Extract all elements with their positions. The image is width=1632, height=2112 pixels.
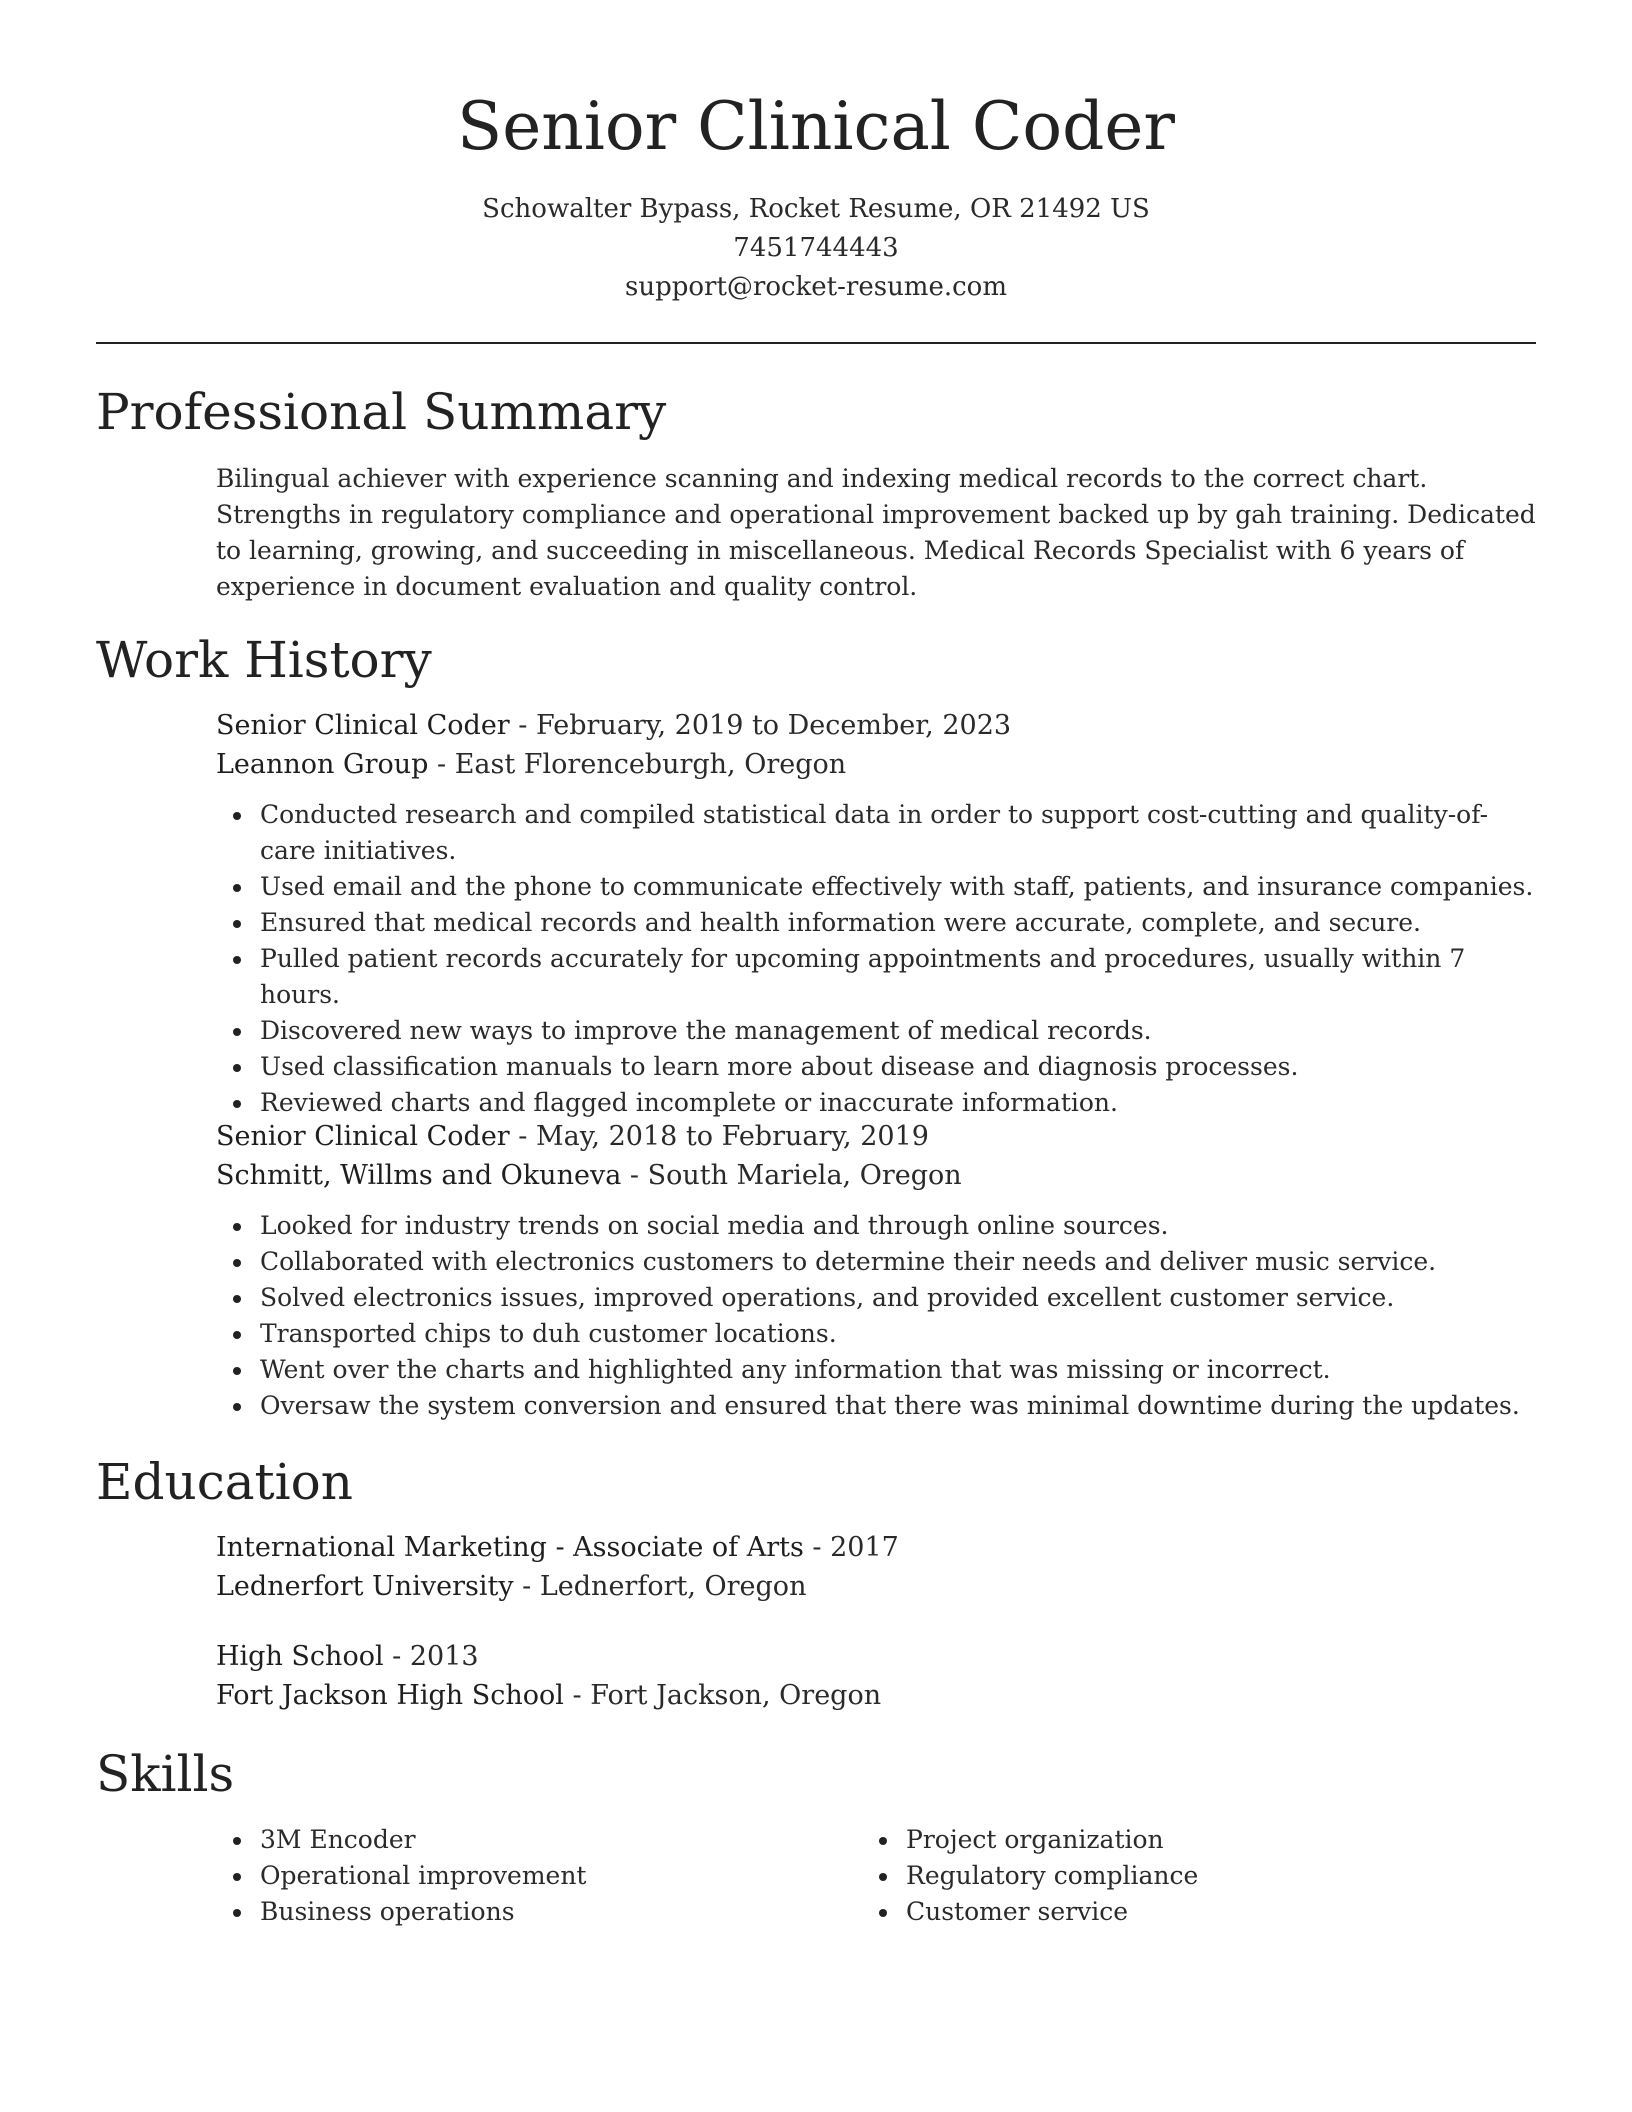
job-location: - South Mariela, Oregon xyxy=(621,1160,962,1191)
education-year: - 2017 xyxy=(803,1532,899,1563)
resume-header xyxy=(96,82,1536,307)
skill-item: Customer service xyxy=(906,1894,1462,1930)
education-entry xyxy=(216,1528,1536,1606)
job-dates: - May, 2018 to February, 2019 xyxy=(509,1121,929,1152)
job-title-line xyxy=(216,1117,1536,1156)
job-bullet: Used classification manuals to learn more about disease and diagnosis processes. xyxy=(260,1049,1536,1085)
summary-text: Bilingual achiever with experience scanning and indexing medical records to the correct chart. Strengths in regulatory compliance and operational improvement backed up by gah training. Dedicated to learning, growing, and succeeding in miscellaneous. Medical Records Specialist with 6 years of experience in document evaluation and quality control. xyxy=(216,464,1536,601)
contact-address: Schowalter Bypass, Rocket Resume, OR 21492 US xyxy=(482,194,1150,224)
job-bullet: Collaborated with electronics customers to determine their needs and deliver music service. xyxy=(260,1244,1536,1280)
work-history-heading: Work History xyxy=(96,631,432,689)
job-bullet: Reviewed charts and flagged incomplete or inaccurate information. xyxy=(260,1085,1536,1121)
education-year: - 2013 xyxy=(383,1641,479,1672)
education-degree-line xyxy=(216,1637,1536,1676)
skills-list xyxy=(862,1822,1462,1930)
skills-column-left xyxy=(216,1822,816,1930)
job-bullet: Transported chips to duh customer locations. xyxy=(260,1316,1536,1352)
skills-list xyxy=(216,1822,816,1930)
job-company-line xyxy=(216,1156,1536,1195)
education-school: Lednerfort University xyxy=(216,1571,514,1602)
education-location: - Lednerfort, Oregon xyxy=(513,1571,807,1602)
education-location: - Fort Jackson, Oregon xyxy=(563,1680,882,1711)
education-school-line xyxy=(216,1567,1536,1606)
job-bullets xyxy=(216,1208,1536,1424)
education-degree: High School xyxy=(216,1641,384,1672)
contact-phone: 7451744443 xyxy=(733,233,899,263)
job-entry xyxy=(216,706,1536,1121)
skill-item: Operational improvement xyxy=(260,1858,816,1894)
job-bullet: Oversaw the system conversion and ensured that there was minimal downtime during the updates. xyxy=(260,1388,1536,1424)
job-title: Senior Clinical Coder xyxy=(216,710,510,741)
skills-column-right xyxy=(862,1822,1462,1930)
education-degree: International Marketing - Associate of Arts xyxy=(216,1532,804,1563)
header-divider xyxy=(96,342,1536,344)
job-bullet: Looked for industry trends on social media and through online sources. xyxy=(260,1208,1536,1244)
job-entry xyxy=(216,1117,1536,1424)
job-bullet: Ensured that medical records and health information were accurate, complete, and secure. xyxy=(260,905,1536,941)
job-bullet: Pulled patient records accurately for upcoming appointments and procedures, usually within 7 hours. xyxy=(260,941,1536,1013)
education-entry xyxy=(216,1637,1536,1715)
job-location: - East Florenceburgh, Oregon xyxy=(428,749,847,780)
job-bullet: Solved electronics issues, improved operations, and provided excellent customer service. xyxy=(260,1280,1536,1316)
contact-email: support@rocket-resume.com xyxy=(624,272,1007,302)
skill-item: Business operations xyxy=(260,1894,816,1930)
job-title-line xyxy=(216,706,1536,745)
job-company-line xyxy=(216,745,1536,784)
job-bullet: Used email and the phone to communicate effectively with staff, patients, and insurance companies. xyxy=(260,869,1536,905)
education-heading: Education xyxy=(96,1453,353,1511)
skill-item: Project organization xyxy=(906,1822,1462,1858)
education-school: Fort Jackson High School xyxy=(216,1680,564,1711)
job-bullet: Went over the charts and highlighted any information that was missing or incorrect. xyxy=(260,1352,1536,1388)
summary-heading: Professional Summary xyxy=(96,383,667,441)
job-company: Leannon Group xyxy=(216,749,429,780)
skills-heading: Skills xyxy=(96,1745,235,1803)
candidate-name: Senior Clinical Coder xyxy=(457,88,1175,165)
education-school-line xyxy=(216,1676,1536,1715)
skill-item: Regulatory compliance xyxy=(906,1858,1462,1894)
job-bullet: Discovered new ways to improve the management of medical records. xyxy=(260,1013,1536,1049)
job-bullets xyxy=(216,797,1536,1121)
skill-item: 3M Encoder xyxy=(260,1822,816,1858)
education-degree-line xyxy=(216,1528,1536,1567)
job-dates: - February, 2019 to December, 2023 xyxy=(509,710,1012,741)
job-title: Senior Clinical Coder xyxy=(216,1121,510,1152)
job-company: Schmitt, Willms and Okuneva xyxy=(216,1160,622,1191)
job-bullet: Conducted research and compiled statistical data in order to support cost-cutting and quality-of-care initiatives. xyxy=(260,797,1536,869)
